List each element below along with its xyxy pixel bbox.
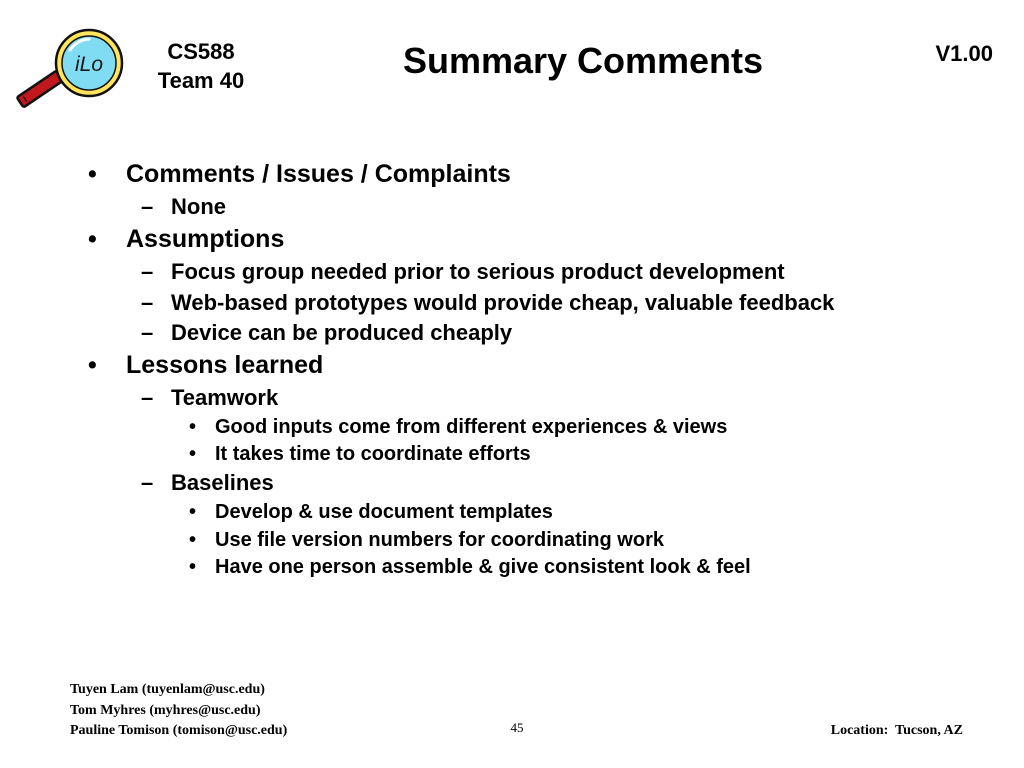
logo-text: iLo: [74, 53, 104, 76]
sub-sub-bullet-item: [189, 500, 553, 524]
sub-bullet-text: Teamwork: [171, 385, 279, 410]
sub-sub-bullet-text: It takes time to coordinate efforts: [215, 443, 531, 465]
team-block: [146, 37, 256, 95]
bullet-marker: •: [88, 225, 97, 253]
sub-sub-bullet-text: Develop & use document templates: [215, 501, 553, 523]
bullet-text: Comments / Issues / Complaints: [126, 160, 511, 188]
dash-marker: –: [141, 259, 154, 284]
sub-sub-bullet-item: [189, 442, 531, 466]
location-label: Location: Tucson, AZ: [830, 723, 963, 738]
sub-sub-bullet-item: [189, 528, 664, 552]
dash-marker: –: [141, 385, 154, 410]
sub-bullet-text: None: [171, 194, 226, 219]
sub-bullet-item: [141, 385, 279, 411]
page-number: 45: [510, 720, 524, 735]
sub-bullet-text: Baselines: [171, 470, 274, 495]
bullet-item: [88, 350, 324, 380]
team-label: Team 40: [157, 68, 245, 93]
sub-bullet-text: Focus group needed prior to serious product development: [171, 259, 785, 284]
bullet-text: Lessons learned: [126, 351, 324, 379]
slide-title: Summary Comments: [402, 40, 764, 81]
author-line: Tom Myhres (myhres@usc.edu): [70, 702, 261, 718]
bullet-marker: •: [189, 443, 197, 465]
sub-sub-bullet-item: [189, 415, 728, 439]
bullet-marker: •: [189, 556, 197, 578]
bullet-text: Assumptions: [126, 225, 285, 253]
sub-bullet-text: Device can be produced cheaply: [171, 320, 513, 345]
sub-bullet-item: [141, 259, 785, 285]
version-label: V1.00: [935, 41, 993, 66]
sub-bullet-item: [141, 290, 835, 316]
sub-bullet-item: [141, 320, 513, 346]
magnifying-glass-icon: [16, 26, 128, 110]
sub-sub-bullet-text: Good inputs come from different experiences & views: [215, 416, 728, 438]
sub-bullet-item: [141, 194, 226, 220]
author-list: [70, 680, 287, 742]
author-line: Pauline Tomison (tomison@usc.edu): [70, 723, 288, 738]
bullet-item: [88, 224, 285, 254]
sub-sub-bullet-text: Use file version numbers for coordinating work: [215, 529, 664, 551]
bullet-marker: •: [88, 351, 97, 379]
author-line: Tuyen Lam (tuyenlam@usc.edu): [70, 682, 265, 697]
dash-marker: –: [141, 290, 154, 315]
dash-marker: –: [141, 194, 154, 219]
dash-marker: –: [141, 320, 154, 345]
bullet-item: [88, 159, 511, 189]
sub-bullet-text: Web-based prototypes would provide cheap, valuable feedback: [171, 290, 835, 315]
dash-marker: –: [141, 470, 154, 495]
bullet-marker: •: [88, 160, 97, 188]
bullet-marker: •: [189, 529, 197, 551]
bullet-marker: •: [189, 501, 197, 523]
ilo-logo: [16, 26, 128, 110]
sub-sub-bullet-item: [189, 555, 751, 579]
course-label: CS588: [167, 39, 235, 64]
sub-sub-bullet-text: Have one person assemble & give consistent look & feel: [215, 556, 751, 578]
sub-bullet-item: [141, 470, 274, 496]
bullet-marker: •: [189, 416, 197, 438]
